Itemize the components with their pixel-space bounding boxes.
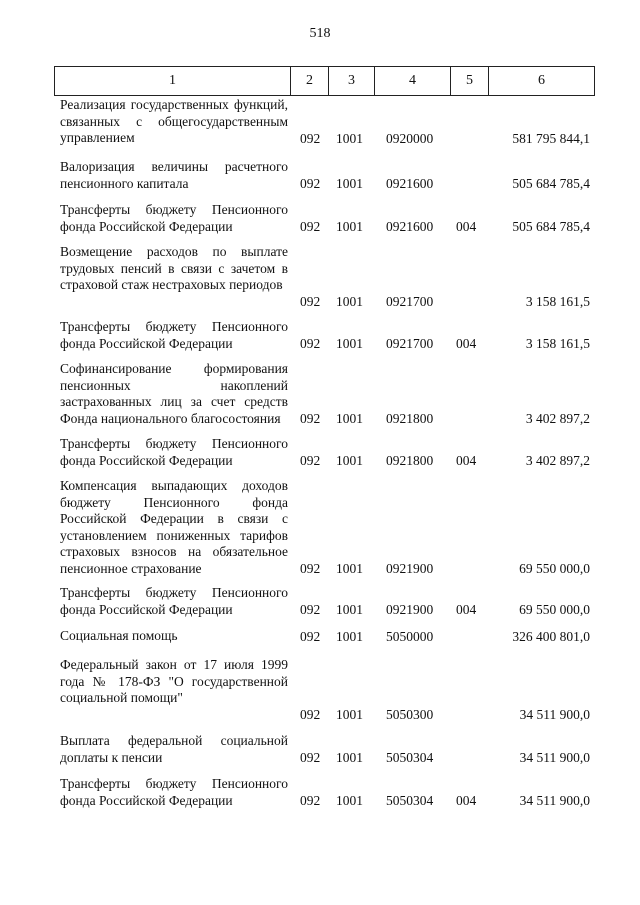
row-name: Софинансирование формирования пенсионных накоплений застрахованных лиц за счет средств Фонда национального благосостояния — [60, 361, 288, 426]
row-rz: 1001 — [336, 335, 363, 351]
row-rz: 1001 — [336, 601, 363, 617]
row-ved: 092 — [300, 601, 321, 617]
row-sum: 69 550 000,0 — [519, 601, 590, 617]
row-rz: 1001 — [336, 452, 363, 468]
row-vr: 004 — [456, 601, 477, 617]
row-ved: 092 — [300, 560, 321, 576]
row-cs: 0921700 — [386, 335, 434, 351]
row-rz: 1001 — [336, 560, 363, 576]
row-vr: 004 — [456, 218, 477, 234]
row-sum: 326 400 801,0 — [512, 628, 590, 644]
table-row — [60, 478, 590, 577]
row-ved: 092 — [300, 749, 321, 765]
row-cs: 5050304 — [386, 749, 434, 765]
table-row — [60, 733, 590, 766]
row-sum: 3 402 897,2 — [525, 410, 590, 426]
row-name: Выплата федеральной социальной доплаты к пенсии — [60, 733, 288, 765]
row-ved: 092 — [300, 410, 321, 426]
table-row — [60, 319, 590, 352]
row-name: Компенсация выпадающих доходов бюджету Пенсионного фонда Российской Федерации в связи с установлением пониженных тарифов страховых взносов на обязательное пенсионное страхование — [60, 478, 288, 576]
row-rz: 1001 — [336, 706, 363, 722]
page-number: 518 — [309, 26, 331, 41]
row-name: Социальная помощь — [60, 628, 178, 643]
row-rz: 1001 — [336, 218, 363, 234]
row-cs: 5050304 — [386, 792, 434, 808]
row-vr: 004 — [456, 452, 477, 468]
table-row — [60, 436, 590, 469]
row-sum: 3 158 161,5 — [525, 293, 590, 309]
row-ved: 092 — [300, 792, 321, 808]
row-sum: 581 795 844,1 — [512, 130, 590, 146]
row-sum: 3 402 897,2 — [525, 452, 590, 468]
row-name: Федеральный закон от 17 июля 1999 года № 178-ФЗ "О государственной социальной помощи" — [60, 657, 288, 705]
row-rz: 1001 — [336, 410, 363, 426]
row-rz: 1001 — [336, 792, 363, 808]
row-rz: 1001 — [336, 130, 363, 146]
row-name: Трансферты бюджету Пенсионного фонда Российской Федерации — [60, 202, 288, 234]
row-cs: 0920000 — [386, 130, 434, 146]
row-ved: 092 — [300, 628, 321, 644]
row-cs: 0921900 — [386, 560, 434, 576]
row-cs: 5050300 — [386, 706, 434, 722]
row-cs: 0921600 — [386, 175, 434, 191]
table-row — [60, 97, 590, 147]
table-row — [60, 361, 590, 427]
row-sum: 505 684 785,4 — [512, 175, 590, 191]
row-sum: 3 158 161,5 — [525, 335, 590, 351]
header-col-1: 1 — [55, 67, 291, 95]
row-ved: 092 — [300, 706, 321, 722]
row-vr: 004 — [456, 792, 477, 808]
row-name: Валоризация величины расчетного пенсионного капитала — [60, 159, 288, 191]
header-col-6: 6 — [538, 73, 545, 88]
header-col-2: 2 — [291, 67, 329, 95]
row-name: Трансферты бюджету Пенсионного фонда Российской Федерации — [60, 319, 288, 351]
row-name: Реализация государственных функций, связанных с общегосударственным управлением — [60, 97, 288, 145]
row-ved: 092 — [300, 218, 321, 234]
row-ved: 092 — [300, 130, 321, 146]
table-row — [60, 202, 590, 235]
row-vr: 004 — [456, 335, 477, 351]
table-row — [60, 628, 590, 645]
row-cs: 0921700 — [386, 293, 434, 309]
row-cs: 0921800 — [386, 452, 434, 468]
table-row — [60, 244, 590, 310]
row-ved: 092 — [300, 335, 321, 351]
row-ved: 092 — [300, 175, 321, 191]
row-sum: 34 511 900,0 — [519, 749, 590, 765]
row-name: Трансферты бюджету Пенсионного фонда Российской Федерации — [60, 436, 288, 468]
table-header — [54, 66, 595, 96]
row-sum: 69 550 000,0 — [519, 560, 590, 576]
row-cs: 0921900 — [386, 601, 434, 617]
row-cs: 0921800 — [386, 410, 434, 426]
row-sum: 34 511 900,0 — [519, 706, 590, 722]
row-rz: 1001 — [336, 175, 363, 191]
header-col-5: 5 — [451, 67, 489, 95]
row-cs: 5050000 — [386, 628, 434, 644]
row-sum: 505 684 785,4 — [512, 218, 590, 234]
row-name: Возмещение расходов по выплате трудовых пенсий в связи с зачетом в страховой стаж нестраховых периодов — [60, 244, 288, 292]
row-ved: 092 — [300, 293, 321, 309]
row-sum: 34 511 900,0 — [519, 792, 590, 808]
row-rz: 1001 — [336, 293, 363, 309]
table-row — [60, 585, 590, 618]
table-row — [60, 657, 590, 723]
row-rz: 1001 — [336, 628, 363, 644]
table-row — [60, 159, 590, 192]
row-name: Трансферты бюджету Пенсионного фонда Российской Федерации — [60, 585, 288, 617]
table-row — [60, 776, 590, 809]
row-ved: 092 — [300, 452, 321, 468]
header-col-4: 4 — [375, 67, 451, 95]
row-cs: 0921600 — [386, 218, 434, 234]
header-col-3: 3 — [329, 67, 375, 95]
row-name: Трансферты бюджету Пенсионного фонда Российской Федерации — [60, 776, 288, 808]
row-rz: 1001 — [336, 749, 363, 765]
